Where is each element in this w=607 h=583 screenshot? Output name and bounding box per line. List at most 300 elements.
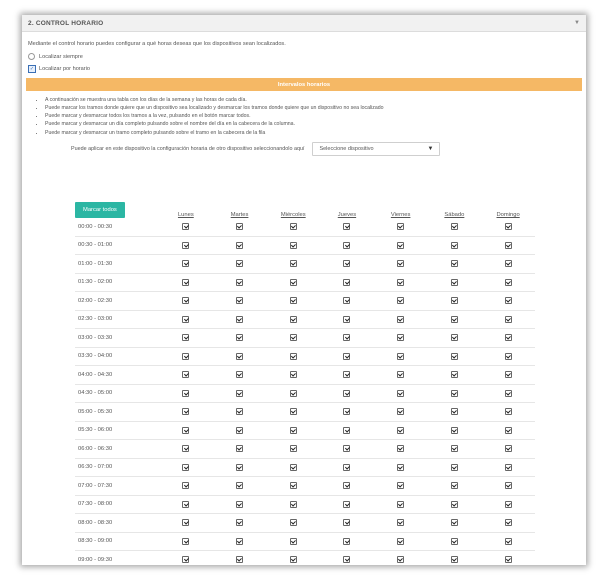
instruction-item: • Puede marcar y desmarcar todos los tramos a la vez, pulsando en el botón marcar todos. xyxy=(45,114,582,120)
table-row xyxy=(75,255,535,274)
slot-checkbox[interactable] xyxy=(343,279,350,286)
mark-all-button[interactable]: Marcar todos xyxy=(75,202,125,218)
slot-cell xyxy=(428,532,482,551)
slot-checkbox[interactable] xyxy=(343,260,350,267)
slot-cell xyxy=(320,477,374,496)
time-slot-label[interactable]: 06:00 - 06:30 xyxy=(75,440,159,459)
slot-checkbox[interactable] xyxy=(343,445,350,452)
slot-cell xyxy=(481,495,535,514)
slot-checkbox[interactable] xyxy=(236,297,243,304)
time-slot-label[interactable]: 02:00 - 02:30 xyxy=(75,292,159,311)
slot-checkbox[interactable] xyxy=(397,390,404,397)
slot-cell xyxy=(374,532,428,551)
time-slot-label[interactable]: 02:30 - 03:00 xyxy=(75,310,159,329)
slot-cell xyxy=(481,440,535,459)
slot-checkbox[interactable] xyxy=(397,260,404,267)
collapse-chevron-icon[interactable]: ▼ xyxy=(574,20,580,26)
slot-checkbox[interactable] xyxy=(182,223,189,230)
slot-cell xyxy=(428,218,482,236)
slot-checkbox[interactable] xyxy=(505,297,512,304)
slot-checkbox[interactable] xyxy=(236,482,243,489)
option-schedule-check-icon[interactable]: ✓ xyxy=(29,65,35,72)
slot-checkbox[interactable] xyxy=(236,556,243,563)
slot-checkbox[interactable] xyxy=(182,334,189,341)
device-select[interactable] xyxy=(312,142,440,156)
slot-checkbox[interactable] xyxy=(451,316,458,323)
slot-checkbox[interactable] xyxy=(290,260,297,267)
slot-cell xyxy=(266,514,320,533)
slot-cell xyxy=(266,292,320,311)
slot-checkbox[interactable] xyxy=(290,242,297,249)
slot-cell xyxy=(213,384,267,403)
slot-checkbox[interactable] xyxy=(451,408,458,415)
apply-config-text: Puede aplicar en este dispositivo la configuración horaria de otro dispositivo seleccionandolo aquí xyxy=(71,145,305,152)
slot-checkbox[interactable] xyxy=(290,390,297,397)
slot-checkbox[interactable] xyxy=(343,297,350,304)
slot-checkbox[interactable] xyxy=(505,223,512,230)
slot-checkbox[interactable] xyxy=(236,519,243,526)
slot-checkbox[interactable] xyxy=(397,408,404,415)
slot-checkbox[interactable] xyxy=(290,445,297,452)
slot-checkbox[interactable] xyxy=(182,538,189,545)
slot-checkbox[interactable] xyxy=(451,242,458,249)
slot-cell xyxy=(481,218,535,236)
day-header-2[interactable]: Miércoles xyxy=(280,212,306,218)
slot-cell xyxy=(320,329,374,348)
slot-checkbox[interactable] xyxy=(451,223,458,230)
schedule-grid xyxy=(75,202,535,565)
slot-checkbox[interactable] xyxy=(397,297,404,304)
slot-checkbox[interactable] xyxy=(236,242,243,249)
slot-checkbox[interactable] xyxy=(236,501,243,508)
slot-checkbox[interactable] xyxy=(451,482,458,489)
slot-cell xyxy=(481,477,535,496)
slot-checkbox[interactable] xyxy=(182,371,189,378)
slot-checkbox[interactable] xyxy=(290,279,297,286)
slot-checkbox[interactable] xyxy=(505,445,512,452)
slot-cell xyxy=(266,403,320,422)
time-slot-label[interactable]: 00:30 - 01:00 xyxy=(75,236,159,255)
panel-title: 2. CONTROL HORARIO xyxy=(28,19,104,27)
day-header-4[interactable]: Viernes xyxy=(390,212,411,218)
slot-cell xyxy=(320,310,374,329)
slot-cell xyxy=(159,495,213,514)
day-header-1[interactable]: Martes xyxy=(230,212,249,218)
slot-cell xyxy=(266,310,320,329)
time-slot-label[interactable]: 05:30 - 06:00 xyxy=(75,421,159,440)
slot-checkbox[interactable] xyxy=(397,464,404,471)
slot-cell xyxy=(159,329,213,348)
slot-cell xyxy=(428,292,482,311)
slot-cell xyxy=(213,255,267,274)
table-row xyxy=(75,236,535,255)
slot-cell xyxy=(320,514,374,533)
table-row xyxy=(75,292,535,311)
slot-cell xyxy=(428,458,482,477)
table-row xyxy=(75,347,535,366)
slot-checkbox[interactable] xyxy=(343,538,350,545)
slot-checkbox[interactable] xyxy=(290,482,297,489)
slot-cell xyxy=(481,551,535,566)
slot-checkbox[interactable] xyxy=(236,371,243,378)
slot-cell xyxy=(159,532,213,551)
table-row xyxy=(75,440,535,459)
time-slot-label[interactable]: 09:00 - 09:30 xyxy=(75,551,159,566)
slot-checkbox[interactable] xyxy=(182,445,189,452)
slot-cell xyxy=(266,421,320,440)
slot-checkbox[interactable] xyxy=(343,223,350,230)
slot-cell xyxy=(266,551,320,566)
schedule-header-row xyxy=(75,202,535,218)
slot-checkbox[interactable] xyxy=(505,482,512,489)
panel-header[interactable] xyxy=(22,15,586,32)
slot-cell xyxy=(374,310,428,329)
slot-checkbox[interactable] xyxy=(182,316,189,323)
slot-checkbox[interactable] xyxy=(343,408,350,415)
time-slot-label[interactable]: 07:00 - 07:30 xyxy=(75,477,159,496)
slot-cell xyxy=(428,236,482,255)
slot-checkbox[interactable] xyxy=(343,353,350,360)
slot-checkbox[interactable] xyxy=(397,316,404,323)
slot-cell xyxy=(481,273,535,292)
slot-checkbox[interactable] xyxy=(182,297,189,304)
slot-cell xyxy=(374,403,428,422)
slot-checkbox[interactable] xyxy=(290,408,297,415)
slot-checkbox[interactable] xyxy=(451,390,458,397)
slot-checkbox[interactable] xyxy=(397,279,404,286)
slot-cell xyxy=(159,384,213,403)
slot-cell xyxy=(159,421,213,440)
option-schedule-row[interactable] xyxy=(28,65,582,73)
slot-cell xyxy=(266,236,320,255)
slot-checkbox[interactable] xyxy=(290,427,297,434)
instruction-item: • Puede marcar los tramos donde quiere que un dispositivo sea localizado y desmarcar los tramos donde quiere que un dispositivo no sea localizado xyxy=(45,106,582,112)
slot-checkbox[interactable] xyxy=(505,316,512,323)
slot-cell xyxy=(320,532,374,551)
slot-checkbox[interactable] xyxy=(505,501,512,508)
slot-cell xyxy=(213,273,267,292)
slot-checkbox[interactable] xyxy=(505,260,512,267)
slot-cell xyxy=(266,440,320,459)
time-slot-label[interactable]: 01:30 - 02:00 xyxy=(75,273,159,292)
slot-checkbox[interactable] xyxy=(397,556,404,563)
device-select-value: Seleccione dispositivo xyxy=(319,145,374,152)
slot-checkbox[interactable] xyxy=(236,390,243,397)
slot-checkbox[interactable] xyxy=(236,353,243,360)
slot-cell xyxy=(159,514,213,533)
time-slot-label[interactable]: 07:30 - 08:00 xyxy=(75,495,159,514)
slot-cell xyxy=(428,329,482,348)
slot-checkbox[interactable] xyxy=(182,519,189,526)
slot-checkbox[interactable] xyxy=(182,556,189,563)
slot-checkbox[interactable] xyxy=(290,353,297,360)
time-slot-label[interactable]: 03:30 - 04:00 xyxy=(75,347,159,366)
slot-cell xyxy=(374,551,428,566)
slot-cell xyxy=(320,421,374,440)
slot-checkbox[interactable] xyxy=(451,556,458,563)
slot-cell xyxy=(374,292,428,311)
slot-checkbox[interactable] xyxy=(397,501,404,508)
slot-cell xyxy=(428,421,482,440)
slot-cell xyxy=(320,403,374,422)
table-row xyxy=(75,218,535,236)
slot-checkbox[interactable] xyxy=(290,223,297,230)
slot-checkbox[interactable] xyxy=(451,538,458,545)
slot-cell xyxy=(159,273,213,292)
slot-checkbox[interactable] xyxy=(505,334,512,341)
slot-cell xyxy=(320,440,374,459)
slot-checkbox[interactable] xyxy=(397,223,404,230)
instruction-item: • A continuación se muestra una tabla con los días de la semana y las horas de cada día. xyxy=(45,98,582,104)
slot-cell xyxy=(213,366,267,385)
slot-checkbox[interactable] xyxy=(397,538,404,545)
slot-cell xyxy=(320,292,374,311)
slot-checkbox[interactable] xyxy=(182,242,189,249)
slot-cell xyxy=(320,495,374,514)
slot-checkbox[interactable] xyxy=(451,279,458,286)
table-row xyxy=(75,532,535,551)
slot-checkbox[interactable] xyxy=(236,260,243,267)
slot-checkbox[interactable] xyxy=(505,538,512,545)
table-row xyxy=(75,384,535,403)
table-row xyxy=(75,551,535,566)
table-row xyxy=(75,310,535,329)
slot-cell xyxy=(266,255,320,274)
time-slot-label[interactable]: 08:30 - 09:00 xyxy=(75,532,159,551)
slot-checkbox[interactable] xyxy=(505,427,512,434)
day-header-5[interactable]: Sábado xyxy=(444,212,465,218)
slot-cell xyxy=(159,477,213,496)
slot-checkbox[interactable] xyxy=(290,501,297,508)
slot-checkbox[interactable] xyxy=(290,334,297,341)
slot-cell xyxy=(481,329,535,348)
slot-cell xyxy=(213,310,267,329)
slot-cell xyxy=(481,421,535,440)
slot-checkbox[interactable] xyxy=(397,242,404,249)
slot-cell xyxy=(159,347,213,366)
slot-checkbox[interactable] xyxy=(343,316,350,323)
slot-cell xyxy=(374,347,428,366)
slot-cell xyxy=(213,495,267,514)
slot-checkbox[interactable] xyxy=(505,279,512,286)
slot-checkbox[interactable] xyxy=(397,482,404,489)
time-slot-label[interactable]: 08:00 - 08:30 xyxy=(75,514,159,533)
slot-checkbox[interactable] xyxy=(290,297,297,304)
slot-cell xyxy=(428,273,482,292)
slot-checkbox[interactable] xyxy=(182,279,189,286)
slot-checkbox[interactable] xyxy=(505,519,512,526)
slot-checkbox[interactable] xyxy=(343,556,350,563)
slot-checkbox[interactable] xyxy=(290,538,297,545)
slot-checkbox[interactable] xyxy=(290,371,297,378)
slot-cell xyxy=(374,514,428,533)
table-row xyxy=(75,495,535,514)
slot-checkbox[interactable] xyxy=(290,519,297,526)
slot-checkbox[interactable] xyxy=(182,427,189,434)
slot-cell xyxy=(428,403,482,422)
slot-cell xyxy=(374,458,428,477)
slot-cell xyxy=(481,255,535,274)
slot-checkbox[interactable] xyxy=(182,501,189,508)
slot-checkbox[interactable] xyxy=(182,464,189,471)
slot-cell xyxy=(481,458,535,477)
slot-cell xyxy=(159,218,213,236)
intro-text: Mediante el control horario puedes configurar a qué horas deseas que los dispositivos sean localizados. xyxy=(28,41,286,47)
slot-cell xyxy=(320,347,374,366)
time-slot-label[interactable]: 06:30 - 07:00 xyxy=(75,458,159,477)
slot-checkbox[interactable] xyxy=(343,390,350,397)
slot-cell xyxy=(481,366,535,385)
slot-checkbox[interactable] xyxy=(343,242,350,249)
slot-checkbox[interactable] xyxy=(182,260,189,267)
slot-cell xyxy=(428,514,482,533)
slot-checkbox[interactable] xyxy=(182,390,189,397)
slot-cell xyxy=(320,458,374,477)
day-header-0[interactable]: Lunes xyxy=(177,212,194,218)
option-always-label: Localizar siempre xyxy=(39,53,83,60)
slot-checkbox[interactable] xyxy=(397,353,404,360)
slot-cell xyxy=(213,218,267,236)
slot-cell xyxy=(428,477,482,496)
slot-checkbox[interactable] xyxy=(236,538,243,545)
slot-cell xyxy=(374,366,428,385)
slot-cell xyxy=(213,292,267,311)
slot-cell xyxy=(428,551,482,566)
slot-cell xyxy=(374,273,428,292)
slot-checkbox[interactable] xyxy=(397,371,404,378)
slot-cell xyxy=(481,384,535,403)
slot-cell xyxy=(428,310,482,329)
option-always-radio[interactable] xyxy=(28,53,35,60)
slot-checkbox[interactable] xyxy=(397,519,404,526)
slot-checkbox[interactable] xyxy=(451,260,458,267)
slot-cell xyxy=(213,514,267,533)
slot-checkbox[interactable] xyxy=(451,297,458,304)
option-always-row[interactable] xyxy=(28,53,582,60)
slot-checkbox[interactable] xyxy=(343,464,350,471)
table-row xyxy=(75,366,535,385)
slot-cell xyxy=(266,366,320,385)
time-slot-label[interactable]: 01:00 - 01:30 xyxy=(75,255,159,274)
mark-all-cell xyxy=(75,202,159,218)
slot-cell xyxy=(213,421,267,440)
slot-checkbox[interactable] xyxy=(343,427,350,434)
table-row xyxy=(75,273,535,292)
slot-cell xyxy=(213,440,267,459)
control-horario-panel xyxy=(22,15,586,565)
slot-cell xyxy=(481,514,535,533)
slot-checkbox[interactable] xyxy=(451,334,458,341)
slot-cell xyxy=(374,495,428,514)
slot-checkbox[interactable] xyxy=(182,408,189,415)
slot-checkbox[interactable] xyxy=(343,371,350,378)
slot-cell xyxy=(374,329,428,348)
slot-checkbox[interactable] xyxy=(397,427,404,434)
slot-checkbox[interactable] xyxy=(505,242,512,249)
instruction-item: • Puede marcar y desmarcar un tramo completo pulsando sobre el tramo en la cabecera de la fila xyxy=(45,131,582,137)
slot-cell xyxy=(374,236,428,255)
slot-checkbox[interactable] xyxy=(343,519,350,526)
slot-checkbox[interactable] xyxy=(290,316,297,323)
slot-checkbox[interactable] xyxy=(451,464,458,471)
slot-cell xyxy=(320,236,374,255)
dropdown-caret-icon: ▼ xyxy=(427,145,434,152)
slot-checkbox[interactable] xyxy=(236,464,243,471)
slot-cell xyxy=(320,273,374,292)
slot-cell xyxy=(320,366,374,385)
slot-checkbox[interactable] xyxy=(236,223,243,230)
slot-cell xyxy=(374,384,428,403)
slot-checkbox[interactable] xyxy=(505,353,512,360)
slot-checkbox[interactable] xyxy=(505,390,512,397)
slot-cell xyxy=(159,255,213,274)
slot-checkbox[interactable] xyxy=(505,408,512,415)
time-slot-label[interactable]: 00:00 - 00:30 xyxy=(75,218,159,236)
slot-cell xyxy=(266,273,320,292)
slot-cell xyxy=(213,236,267,255)
slot-checkbox[interactable] xyxy=(505,464,512,471)
table-row xyxy=(75,477,535,496)
slot-cell xyxy=(428,384,482,403)
slot-cell xyxy=(266,495,320,514)
time-slot-label[interactable]: 03:00 - 03:30 xyxy=(75,329,159,348)
time-slot-label[interactable]: 05:00 - 05:30 xyxy=(75,403,159,422)
instruction-item: • Puede marcar y desmarcar un día completo pulsando sobre el nombre del día en la cabecera de la columna. xyxy=(45,122,582,128)
slot-checkbox[interactable] xyxy=(236,316,243,323)
table-row xyxy=(75,514,535,533)
slot-checkbox[interactable] xyxy=(182,353,189,360)
time-slot-label[interactable]: 04:00 - 04:30 xyxy=(75,366,159,385)
slot-checkbox[interactable] xyxy=(343,501,350,508)
slot-cell xyxy=(266,458,320,477)
slot-checkbox[interactable] xyxy=(451,519,458,526)
option-schedule-label: Localizar por horario xyxy=(39,66,90,72)
slot-checkbox[interactable] xyxy=(343,482,350,489)
slot-checkbox[interactable] xyxy=(397,334,404,341)
slot-checkbox[interactable] xyxy=(505,556,512,563)
slot-cell xyxy=(159,310,213,329)
slot-checkbox[interactable] xyxy=(236,445,243,452)
slot-checkbox[interactable] xyxy=(505,371,512,378)
slot-checkbox[interactable] xyxy=(182,482,189,489)
slot-checkbox[interactable] xyxy=(290,464,297,471)
slot-checkbox[interactable] xyxy=(451,427,458,434)
time-slot-label[interactable]: 04:30 - 05:00 xyxy=(75,384,159,403)
slot-checkbox[interactable] xyxy=(236,334,243,341)
slot-cell xyxy=(213,458,267,477)
slot-checkbox[interactable] xyxy=(451,501,458,508)
slot-cell xyxy=(320,255,374,274)
slot-checkbox[interactable] xyxy=(451,353,458,360)
slot-checkbox[interactable] xyxy=(397,445,404,452)
slot-checkbox[interactable] xyxy=(236,408,243,415)
slot-checkbox[interactable] xyxy=(451,445,458,452)
day-header-3[interactable]: Jueves xyxy=(337,212,357,218)
slot-cell xyxy=(320,384,374,403)
slot-checkbox[interactable] xyxy=(451,371,458,378)
slot-cell xyxy=(159,366,213,385)
slot-checkbox[interactable] xyxy=(343,334,350,341)
slot-checkbox[interactable] xyxy=(236,279,243,286)
slot-checkbox[interactable] xyxy=(290,556,297,563)
slot-cell xyxy=(159,292,213,311)
slot-checkbox[interactable] xyxy=(236,427,243,434)
slot-cell xyxy=(428,440,482,459)
day-header-6[interactable]: Domingo xyxy=(496,212,520,218)
slot-cell xyxy=(213,532,267,551)
slot-cell xyxy=(159,551,213,566)
slot-cell xyxy=(213,347,267,366)
